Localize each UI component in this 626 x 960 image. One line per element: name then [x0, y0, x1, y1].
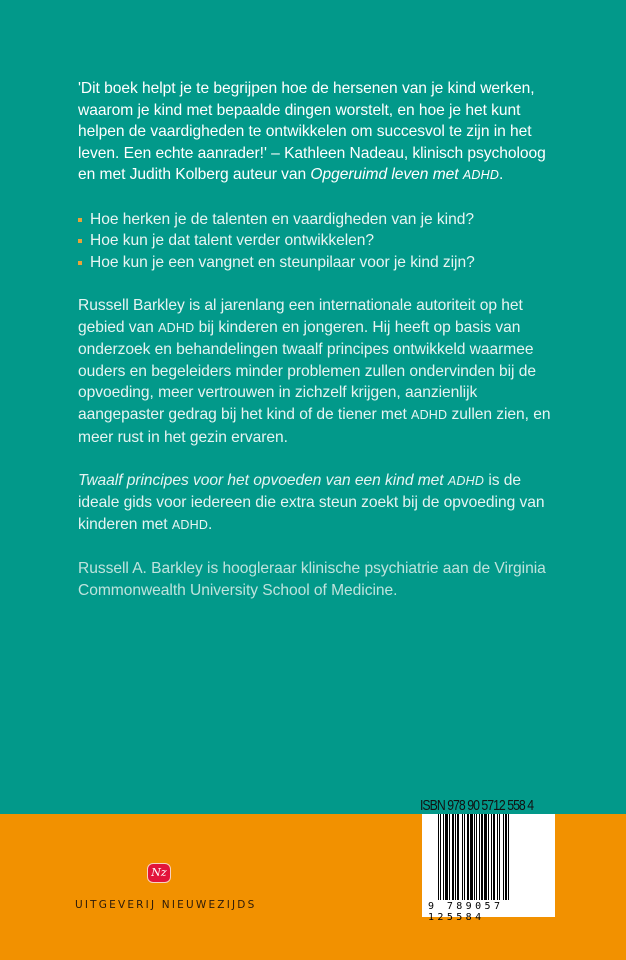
- isbn-label: ISBN 978 90 5712 558 4: [420, 797, 534, 814]
- list-item: Hoe kun je dat talent verder ontwikkelen?: [78, 230, 558, 252]
- publisher-logo-icon: Nz: [147, 863, 171, 883]
- publisher-name: UITGEVERIJ NIEUWEZIJDS: [75, 899, 257, 911]
- book-title: Twaalf principes voor het opvoeden van een kind met ADHD: [78, 471, 485, 489]
- list-item: Hoe herken je de talenten en vaardigheden van je kind?: [78, 209, 558, 231]
- bullet-list: [78, 209, 558, 274]
- quote-text: 'Dit boek helpt je te begrijpen hoe de hersenen van je kind werken, waarom je kind met bepaalde dingen worstelt, en hoe je het kunt helpen de vaardigheden te ontwikkelen om succesvol te zijn in het leven. Een echte aanrader!' – Kathleen Nadeau, klinisch psycholoog en met Judith Kolberg auteur van: [78, 80, 546, 184]
- bullet-icon: [78, 218, 82, 222]
- barcode-digits: 9 789057 125584: [428, 901, 504, 923]
- book-pitch: Twaalf principes voor het opvoeden van een kind met ADHD is de ideale gids voor iedereen die extra steun zoekt bij de opvoeding van kinderen met ADHD.: [78, 471, 545, 533]
- endorsement-quote: 'Dit boek helpt je te begrijpen hoe de hersenen van je kind werken, waarom je kind met bepaalde dingen worstelt, en hoe je het kunt helpen de vaardigheden te ontwikkelen om succesvol te zijn in het leven. Een echte aanrader!' – Kathleen Nadeau, klinisch psycholoog en met Judith Kolberg auteur van Opgeruimd leven met ADHD.: [78, 80, 546, 184]
- bullet-icon: [78, 239, 82, 243]
- bullet-icon: [78, 261, 82, 265]
- author-description: Russell Barkley is al jarenlang een internationale autoriteit op het gebied van ADHD bij kinderen en jongeren. Hij heeft op basis van onderzoek en behandelingen twaalf principes ontwikkeld waarmee ouders en begeleiders minder problemen zullen ondervinden bij de opvoeding, meer vertrouwen in zichzelf krijgen, aanzienlijk aangepaster gedrag bij het kind of de tiener met ADHD zullen zien, en meer rust in het gezin ervaren.: [78, 296, 551, 446]
- quoted-book-title: Opgeruimd leven met ADHD: [310, 166, 500, 184]
- back-cover-text: [78, 78, 558, 601]
- barcode-bars: [438, 814, 541, 900]
- barcode: [422, 814, 555, 923]
- author-bio: Russell A. Barkley is hoogleraar klinische psychiatrie aan de Virginia Commonwealth University School of Medicine.: [78, 560, 546, 599]
- list-item: Hoe kun je een vangnet en steunpilaar voor je kind zijn?: [78, 252, 558, 274]
